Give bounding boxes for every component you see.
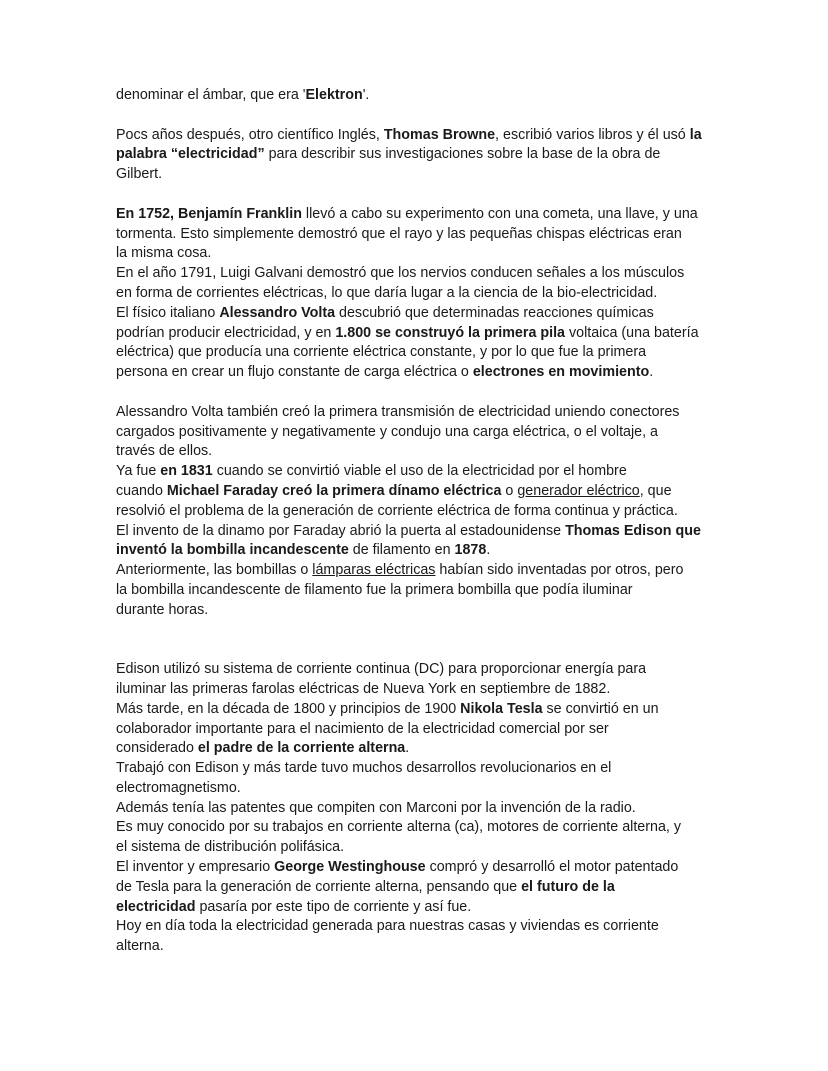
- bold-text: en 1831: [160, 463, 213, 480]
- text-span: alterna.: [116, 938, 164, 955]
- text-span: Es muy conocido por su trabajos en corriente alterna (ca), motores de corriente alterna, y: [116, 819, 681, 836]
- text-line: [116, 561, 716, 581]
- text-span: denominar el ámbar, que era ': [116, 87, 306, 103]
- text-line: [116, 363, 716, 383]
- bold-text: inventó la bombilla incandescente: [116, 542, 349, 559]
- text-span: Anteriormente, las bombillas o: [116, 562, 313, 579]
- text-line: [116, 126, 716, 146]
- text-span: Pocs años después, otro científico Inglés,: [116, 126, 384, 143]
- text-span: durante horas.: [116, 601, 209, 618]
- text-line: [116, 462, 716, 482]
- text-span: Ya fue: [116, 463, 161, 480]
- text-span: compró y desarrolló el motor patentado: [425, 859, 679, 876]
- text-line: [116, 403, 716, 423]
- bold-text: Alessandro Volta: [219, 304, 336, 321]
- bold-text: electricidad: [116, 898, 196, 915]
- bold-text: 1.800 se construyó la primera pila: [335, 324, 565, 341]
- text-line: [116, 284, 716, 304]
- text-span: voltaica (una batería: [565, 324, 699, 341]
- bold-text: palabra “electricidad”: [116, 146, 265, 163]
- bold-text: la: [689, 126, 702, 143]
- bold-text: Thomas Edison que: [565, 522, 701, 539]
- text-span: cuando: [116, 482, 167, 499]
- paragraph-gap: [116, 106, 716, 126]
- text-line: [116, 482, 716, 502]
- bold-text: En 1752, Benjamín Franklin: [116, 205, 302, 222]
- text-span: descubrió que determinadas reacciones químicas: [335, 304, 654, 321]
- paragraph-gap: [116, 621, 716, 641]
- text-span: Edison utilizó su sistema de corriente continua (DC) para proporcionar energía para: [116, 661, 647, 678]
- text-line: [116, 522, 716, 542]
- text-span: cargados positivamente y negativamente y condujo una carga eléctrica, o el voltaje, a: [116, 423, 659, 440]
- text-span: Hoy en día toda la electricidad generada para nuestras casas y viviendas es corriente: [116, 918, 659, 935]
- text-line: [116, 165, 716, 185]
- text-line: [116, 720, 716, 740]
- text-line: [116, 601, 716, 621]
- paragraph-gap: [116, 640, 716, 660]
- text-line: [116, 343, 716, 363]
- text-line: [116, 541, 716, 561]
- text-line: [116, 502, 716, 522]
- text-span: podrían producir electricidad, y en: [116, 324, 336, 341]
- text-line: [116, 145, 716, 165]
- text-line: [116, 779, 716, 799]
- text-line: [116, 818, 716, 838]
- text-line: [116, 304, 716, 324]
- text-line: [116, 878, 716, 898]
- text-span: Más tarde, en la década de 1800 y principios de 1900: [116, 700, 461, 717]
- text-line: [116, 423, 716, 443]
- text-line: [116, 324, 716, 344]
- bold-text: George Westinghouse: [274, 859, 426, 876]
- text-span: Gilbert.: [116, 166, 163, 183]
- text-span: , escribió varios libros y él usó: [495, 126, 690, 143]
- underlined-text: generador eléctrico: [517, 482, 640, 499]
- text-span: través de ellos.: [116, 443, 213, 460]
- text-span: .: [486, 542, 491, 559]
- text-span: se convirtió en un: [542, 700, 659, 717]
- text-span: El físico italiano: [116, 304, 220, 321]
- bold-text: Nikola Tesla: [460, 700, 543, 717]
- text-span: En el año 1791, Luigi Galvani demostró que los nervios conducen señales a los músculos: [116, 265, 685, 282]
- underlined-text: lámparas eléctricas: [312, 562, 436, 579]
- text-span: habían sido inventadas por otros, pero: [435, 562, 684, 579]
- text-line: [116, 838, 716, 858]
- bold-text: 1878: [454, 542, 487, 559]
- text-span: .: [649, 364, 654, 381]
- text-line: [116, 86, 716, 106]
- text-span: electromagnetismo.: [116, 779, 241, 796]
- text-line: [116, 937, 716, 957]
- paragraph-gap: [116, 383, 716, 403]
- text-line: [116, 898, 716, 918]
- text-span: considerado: [116, 740, 198, 757]
- bold-text: Elektron: [305, 87, 363, 103]
- text-span: Trabajó con Edison y más tarde tuvo muchos desarrollos revolucionarios en el: [116, 760, 612, 777]
- text-line: [116, 205, 716, 225]
- paragraph-gap: [116, 185, 716, 205]
- bold-text: el futuro de la: [521, 878, 615, 895]
- text-line: [116, 581, 716, 601]
- text-span: o: [501, 482, 518, 499]
- bold-text: Michael Faraday creó la primera dínamo eléctrica: [166, 482, 502, 499]
- text-line: [116, 680, 716, 700]
- text-span: de filamento en: [348, 542, 455, 559]
- text-span: tormenta. Esto simplemente demostró que el rayo y las pequeñas chispas eléctricas eran: [116, 225, 682, 242]
- text-span: la misma cosa.: [116, 245, 212, 262]
- bold-text: Thomas Browne: [383, 126, 496, 143]
- text-span: Además tenía las patentes que compiten con Marconi por la invención de la radio.: [116, 799, 636, 816]
- text-line: [116, 917, 716, 937]
- text-span: '.: [362, 87, 370, 103]
- text-line: [116, 264, 716, 284]
- text-span: la bombilla incandescente de filamento fue la primera bombilla que podía iluminar: [116, 581, 633, 598]
- text-span: colaborador importante para el nacimiento de la electricidad comercial por ser: [116, 720, 609, 737]
- text-span: El invento de la dinamo por Faraday abrió la puerta al estadounidense: [116, 522, 566, 539]
- text-line: [116, 739, 716, 759]
- text-span: el sistema de distribución polifásica.: [116, 839, 345, 856]
- text-span: Alessandro Volta también creó la primera transmisión de electricidad uniendo conectores: [116, 403, 680, 420]
- text-line: [116, 858, 716, 878]
- text-span: .: [405, 740, 410, 757]
- document-body: [116, 86, 716, 957]
- text-span: , que: [639, 482, 672, 499]
- text-line: [116, 244, 716, 264]
- text-span: El inventor y empresario: [116, 859, 275, 876]
- text-line: [116, 660, 716, 680]
- text-span: resolvió el problema de la generación de corriente eléctrica de forma continua y práctica.: [116, 502, 678, 519]
- text-span: para describir sus investigaciones sobre la base de la obra de: [264, 146, 661, 163]
- text-span: llevó a cabo su experimento con una cometa, una llave, y una: [301, 205, 698, 222]
- bold-text: el padre de la corriente alterna: [197, 740, 406, 757]
- text-span: iluminar las primeras farolas eléctricas de Nueva York en septiembre de 1882.: [116, 680, 611, 697]
- text-span: pasaría por este tipo de corriente y así fue.: [195, 898, 472, 915]
- text-span: eléctrica) que producía una corriente eléctrica constante, y por lo que fue la primera: [116, 344, 647, 361]
- text-line: [116, 225, 716, 245]
- bold-text: electrones en movimiento: [472, 364, 650, 381]
- text-span: de Tesla para la generación de corriente alterna, pensando que: [116, 878, 522, 895]
- text-span: persona en crear un flujo constante de carga eléctrica o: [116, 364, 473, 381]
- text-line: [116, 759, 716, 779]
- text-span: cuando se convirtió viable el uso de la electricidad por el hombre: [212, 463, 627, 480]
- text-line: [116, 700, 716, 720]
- text-line: [116, 799, 716, 819]
- text-line: [116, 442, 716, 462]
- text-span: en forma de corrientes eléctricas, lo que daría lugar a la ciencia de la bio-electricidad.: [116, 284, 658, 301]
